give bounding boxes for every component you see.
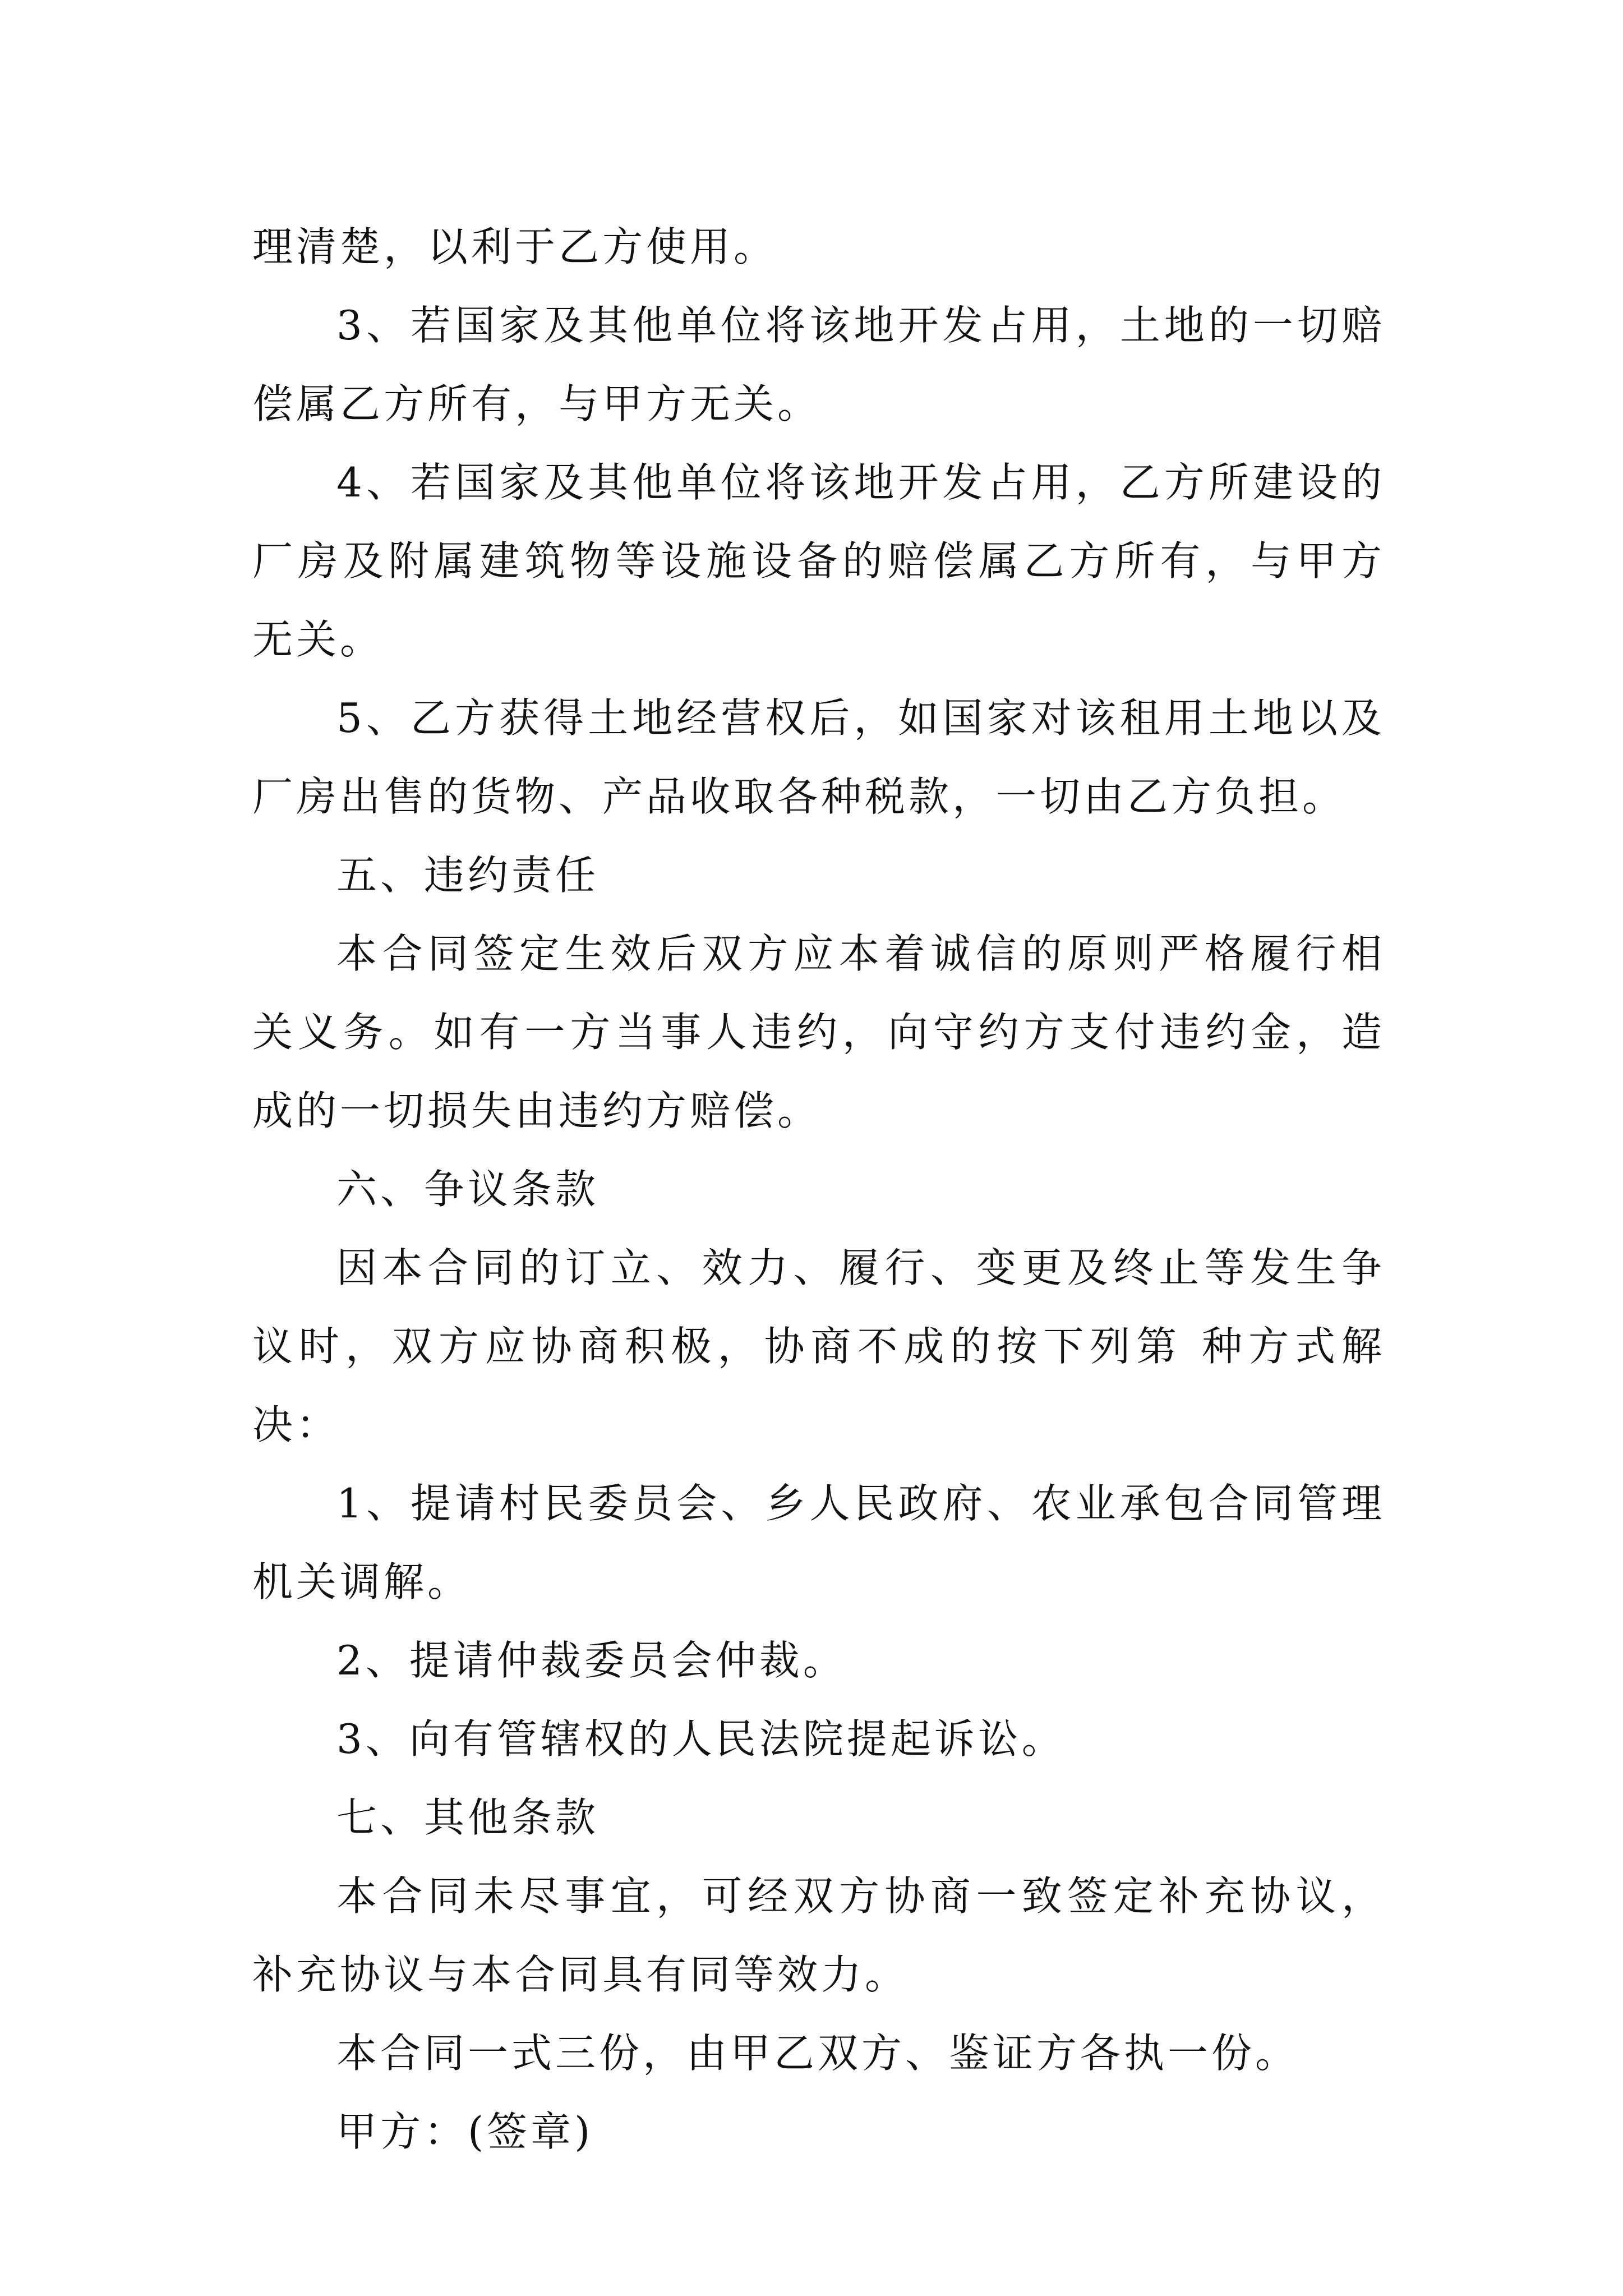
clause-item-3: 3、若国家及其他单位将该地开发占用，土地的一切赔偿属乙方所有，与甲方无关。 <box>252 302 1385 427</box>
paragraph-breach: 本合同签定生效后双方应本着诚信的原则严格履行相关义务。如有一方当事人违约，向守约方支付违约金，造成的一切损失由违约方赔偿。 <box>252 930 1385 1134</box>
signature-party-a: 甲方：(签章) <box>336 2108 594 2155</box>
dispute-option-2: 2、提请仲裁委员会仲裁。 <box>336 1637 847 1684</box>
section-heading-breach: 五、违约责任 <box>336 852 600 899</box>
dispute-option-3: 3、向有管辖权的人民法院提起诉讼。 <box>336 1715 1066 1763</box>
clause-item-4: 4、若国家及其他单位将该地开发占用，乙方所建设的厂房及附属建筑物等设施设备的赔偿属乙方所有，与甲方无关。 <box>252 459 1385 663</box>
document-body <box>252 208 1385 2171</box>
dispute-option-1: 1、提请村民委员会、乡人民政府、农业承包合同管理机关调解。 <box>252 1480 1385 1605</box>
paragraph-copies: 本合同一式三份，由甲乙双方、鉴证方各执一份。 <box>336 2030 1299 2077</box>
paragraph-continuation: 理清楚，以利于乙方使用。 <box>252 223 778 270</box>
section-heading-other: 七、其他条款 <box>336 1794 600 1841</box>
section-heading-dispute: 六、争议条款 <box>336 1166 600 1213</box>
paragraph-other: 本合同未尽事宜，可经双方协商一致签定补充协议，补充协议与本合同具有同等效力。 <box>252 1872 1385 1998</box>
paragraph-dispute: 因本合同的订立、效力、履行、变更及终止等发生争议时，双方应协商积极，协商不成的按下列第 种方式解决： <box>252 1244 1385 1448</box>
clause-item-5: 5、乙方获得土地经营权后，如国家对该租用土地以及厂房出售的货物、产品收取各种税款，一切由乙方负担。 <box>252 694 1385 820</box>
